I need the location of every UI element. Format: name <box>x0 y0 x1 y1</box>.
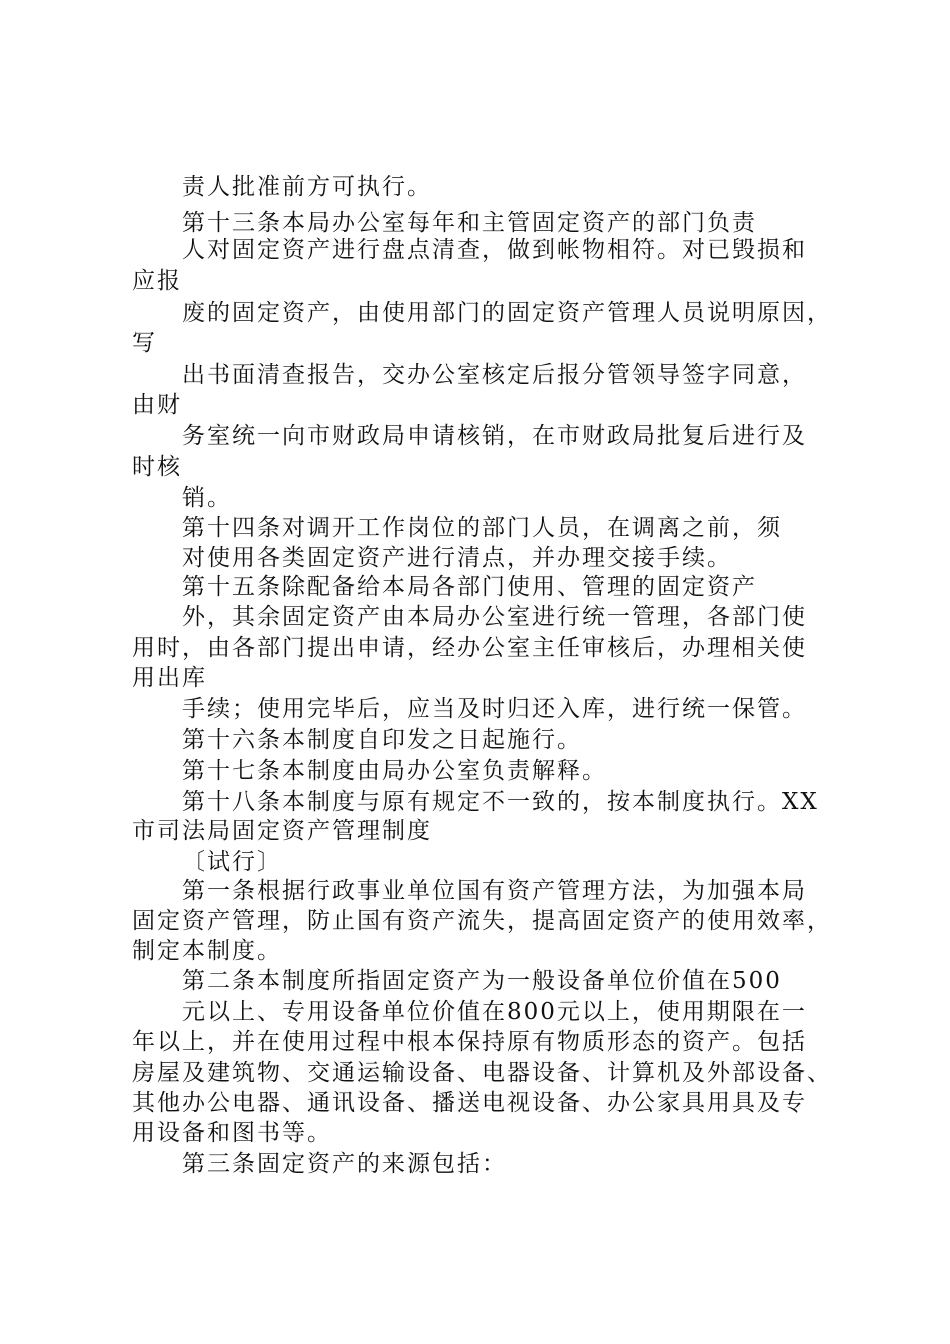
text-line: 年以上，并在使用过程中根本保持原有物质形态的资产。包括 <box>132 1029 807 1055</box>
text-line: 〔试行〕 <box>182 849 282 875</box>
text-line: 用时，由各部门提出申请，经办公室主任审核后，办理相关使 <box>132 635 807 661</box>
text-line: 销。 <box>182 485 232 511</box>
text-line: 第十四条对调开工作岗位的部门人员，在调离之前，须 <box>182 515 782 541</box>
text-line: 房屋及建筑物、交通运输设备、电器设备、计算机及外部设备、 <box>132 1060 832 1086</box>
text-line: 手续；使用完毕后，应当及时归还入库，进行统一保管。 <box>182 696 807 722</box>
text-line: 责人批准前方可执行。 <box>182 174 432 200</box>
text-line: 第三条固定资产的来源包括： <box>182 1151 507 1177</box>
text-line: 第十八条本制度与原有规定不一致的，按本制度执行。XX <box>182 789 819 815</box>
text-line: 第一条根据行政事业单位国有资产管理方法，为加强本局 <box>182 878 807 904</box>
text-line: 第二条本制度所指固定资产为一般设备单位价值在500 <box>182 968 782 994</box>
text-line: 第十七条本制度由局办公室负责解释。 <box>182 758 607 784</box>
text-line: 人对固定资产进行盘点清查，做到帐物相符。对已毁损和 <box>182 237 807 263</box>
text-line: 第十三条本局办公室每年和主管固定资产的部门负责 <box>182 210 757 236</box>
text-line: 元以上、专用设备单位价值在800元以上，使用期限在一 <box>182 999 807 1025</box>
text-line: 务室统一向市财政局申请核销，在市财政局批复后进行及 <box>182 423 807 449</box>
text-line: 用出库 <box>132 665 207 691</box>
text-line: 市司法局固定资产管理制度 <box>132 818 432 844</box>
text-line: 第十五条除配备给本局各部门使用、管理的固定资产 <box>182 574 757 600</box>
text-line: 固定资产管理，防止国有资产流失，提高固定资产的使用效率， <box>132 908 832 934</box>
text-line: 应报 <box>132 268 182 294</box>
text-line: 第十六条本制度自印发之日起施行。 <box>182 727 582 753</box>
text-line: 由财 <box>132 392 182 418</box>
text-line: 时核 <box>132 454 182 480</box>
text-line: 外，其余固定资产由本局办公室进行统一管理，各部门使 <box>182 604 807 630</box>
text-line: 对使用各类固定资产进行清点，并办理交接手续。 <box>182 545 732 571</box>
text-line: 用设备和图书等。 <box>132 1120 332 1146</box>
text-line: 其他办公电器、通讯设备、播送电视设备、办公家具用具及专 <box>132 1090 807 1116</box>
text-line: 出书面清查报告，交办公室核定后报分管领导签字同意， <box>182 362 807 388</box>
text-line: 废的固定资产，由使用部门的固定资产管理人员说明原因， <box>182 300 832 326</box>
text-line: 写 <box>132 330 157 356</box>
text-line: 制定本制度。 <box>132 938 282 964</box>
